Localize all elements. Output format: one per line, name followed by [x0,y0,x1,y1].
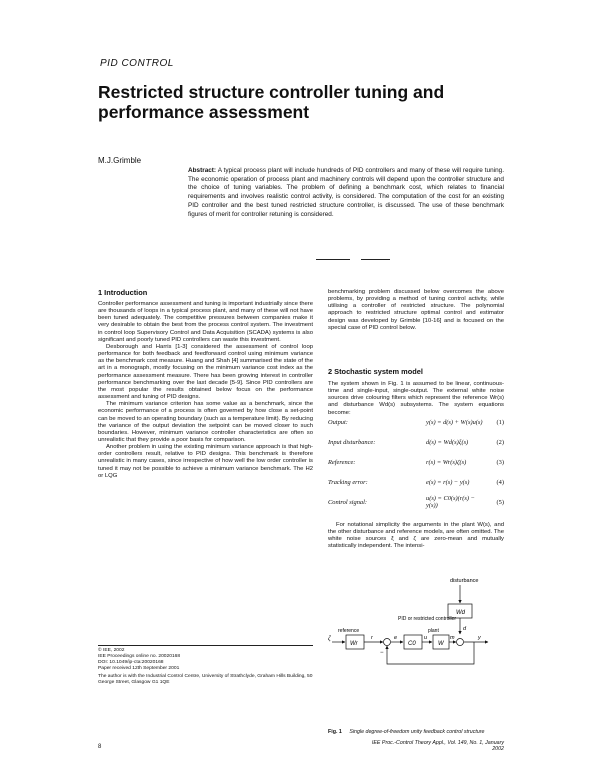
equation-label: Reference: [328,458,356,466]
equation-number: (5) [496,498,504,506]
section2-after-paragraph: For notational simplicity the arguments in the plant W(s), and the other disturbance and reference models, are often omitted. The white noise sources ξ and ζ are zero-mean and mutually statistically independent. The intensi- [328,522,504,550]
abstract [188,167,504,219]
label-wr: Wr [350,641,358,647]
intro-paragraph: Controller performance assessment and tuning is important industrially since there are thousands of loops in a typical process plant, and many of these will not have been tuned adequately. The competitive pressures between companies make it very desirable to obtain the best from the process control system. The investment in control loop Supervisory Control and Data Acquisition (SCADA) systems is also significant and poorly tuned PID controllers can waste this investment. [98,301,313,343]
figure-caption-text: Single degree-of-freedom unity feedback control structure [349,729,485,735]
label-r: r [371,635,373,641]
label-disturbance: disturbance [450,578,479,584]
footnote: Paper received 12th September 2001 [98,666,180,672]
label-reference: reference [338,628,360,634]
equation-label: Tracking error: [328,478,368,486]
equation-number: (2) [496,438,504,446]
label-y: y [478,635,481,641]
equation-row [328,412,504,432]
feedback-sign: − [380,650,384,656]
equation-expression: e(s) = r(s) − y(s) [426,478,470,486]
equation-label: Input disturbance: [328,438,376,446]
footnotes [98,648,313,687]
label-d: d [463,626,467,632]
section-heading-introduction: 1 Introduction [98,288,148,297]
separator-rule-right [361,259,390,260]
introduction-continued [328,289,504,332]
abstract-text: A typical process plant will include hundreds of PID controllers and many of these will require tuning. The economic operation of process plant and machinery controls will depend upon the controller structure and the choice of tuning variables. The problem of defining a benchmark cost, which relates to financial requirements and involves realistic control activity, is considered. The computation of the cost for an existing PID controller and the best tuned restricted structure controller, is discussed. The use of these benchmark figures of merit for controller retuning is considered. [188,167,504,218]
intro-continued-paragraph: benchmarking problem discussed below overcomes the above problems, by providing a method of tuning control activity, while utilising a controller of restricted structure. The polynomial approach to restricted structure optimal control and estimator design was developed by Grimble [10-16] and is focused on the special case of PID control below. [328,289,504,331]
footnote: IEE Proceedings online no. 20020168 [98,654,181,660]
section2-after [328,522,504,551]
separator-rule-left [316,259,350,260]
paper-title: Restricted structure controller tuning and performance assessment [98,82,445,122]
section2-intro-paragraph: The system shown in Fig. 1 is assumed to be linear, continuous-time and single-input, single-output. The external white noise sources drive colouring filters which represent the reference Wr(s) and disturbance Wd(s) subsystems. The system equations become: [328,381,504,416]
figure-caption-number: Fig. 1 [328,729,342,735]
figure-1-block-diagram [328,576,504,726]
introduction-body [98,301,313,637]
equation-number: (1) [496,418,504,426]
section-tag: PID CONTROL [100,58,174,69]
label-u: u [424,635,428,641]
equation-row [328,472,504,492]
equation-list [328,412,504,512]
page-number: 8 [98,744,102,750]
equation-label: Output: [328,418,348,426]
equation-label: Control signal: [328,498,367,506]
label-m: m [450,635,455,641]
equation-expression: r(s) = Wr(s)ζ(s) [426,458,467,466]
author-name: M.J.Grimble [98,156,142,165]
journal-footer: IEE Proc.-Control Theory Appl., Vol. 149, No. 1, January 2002 [371,740,504,752]
equation-expression: y(s) = d(s) + W(s)u(s) [426,418,483,426]
equation-expression: d(s) = Wd(s)ξ(s) [426,438,469,446]
equation-row [328,492,504,512]
intro-paragraph: Desborough and Harris [1-3] considered the assessment of control loop performance for both feedback and feedforward control using minimum variance as the benchmark cost measure. Huang and Shah [4] summarised the state of the art in a monograph, mostly focusing on the minimum variance cost index as the performance assessment measure. There has been growing interest in controller performance benchmarking over the last decade [5-9]. Since PID controllers are the most popular the results obtained below focus on the performance assessment and tuning of PID designs. [98,343,313,401]
intro-paragraph: Another problem in using the existing minimum variance approach is that high-order controllers result, relative to PID designs. This benchmark is therefore unrealistic in many cases, since irrespective of how well the low order controller is tuned it may not be possible to achieve a minimum variance benchmark. The H2 or LQG [98,444,313,479]
label-e: e [394,635,398,641]
label-zeta: ζ [328,636,331,642]
footnote-rule [98,645,313,646]
section-heading-stochastic-model: 2 Stochastic system model [328,367,423,376]
equation-row [328,432,504,452]
intro-paragraph: The minimum variance criterion has some value as a benchmark, since the economic performance of a process is often governed by how close a set-point can be moved to an operating boundary (such as a temperature limit). By reducing the variance of the output deviation the setpoint can be moved closer to such boundaries. However, minimum variance controller characteristics are often so unrealistic that they provide a poor basis for comparison. [98,401,313,443]
output-summing-junction [457,639,464,646]
abstract-label: Abstract: [188,167,217,174]
equation-expression: u(s) = C0(s)(r(s) − y(s)) [426,495,475,509]
label-pid: PID or restricted controller [398,616,457,622]
equation-number: (4) [496,478,504,486]
equation-row [328,452,504,472]
footnote: © IEE, 2002 [98,648,125,653]
footnote: DOI: 10.1049/ip-cta:20020168 [98,660,164,666]
footnote: The author is with the Industrial Control Centre, University of Strathclyde, Graham Hills Building, 50 George Street, Glasgow G1 1QE [98,674,313,686]
figure-caption [328,729,504,735]
label-c0: C0 [408,641,416,647]
error-summing-junction [384,639,391,646]
label-wd: Wd [456,610,465,616]
label-w: W [438,641,444,647]
equation-number: (3) [496,458,504,466]
label-plant: plant [428,628,439,634]
